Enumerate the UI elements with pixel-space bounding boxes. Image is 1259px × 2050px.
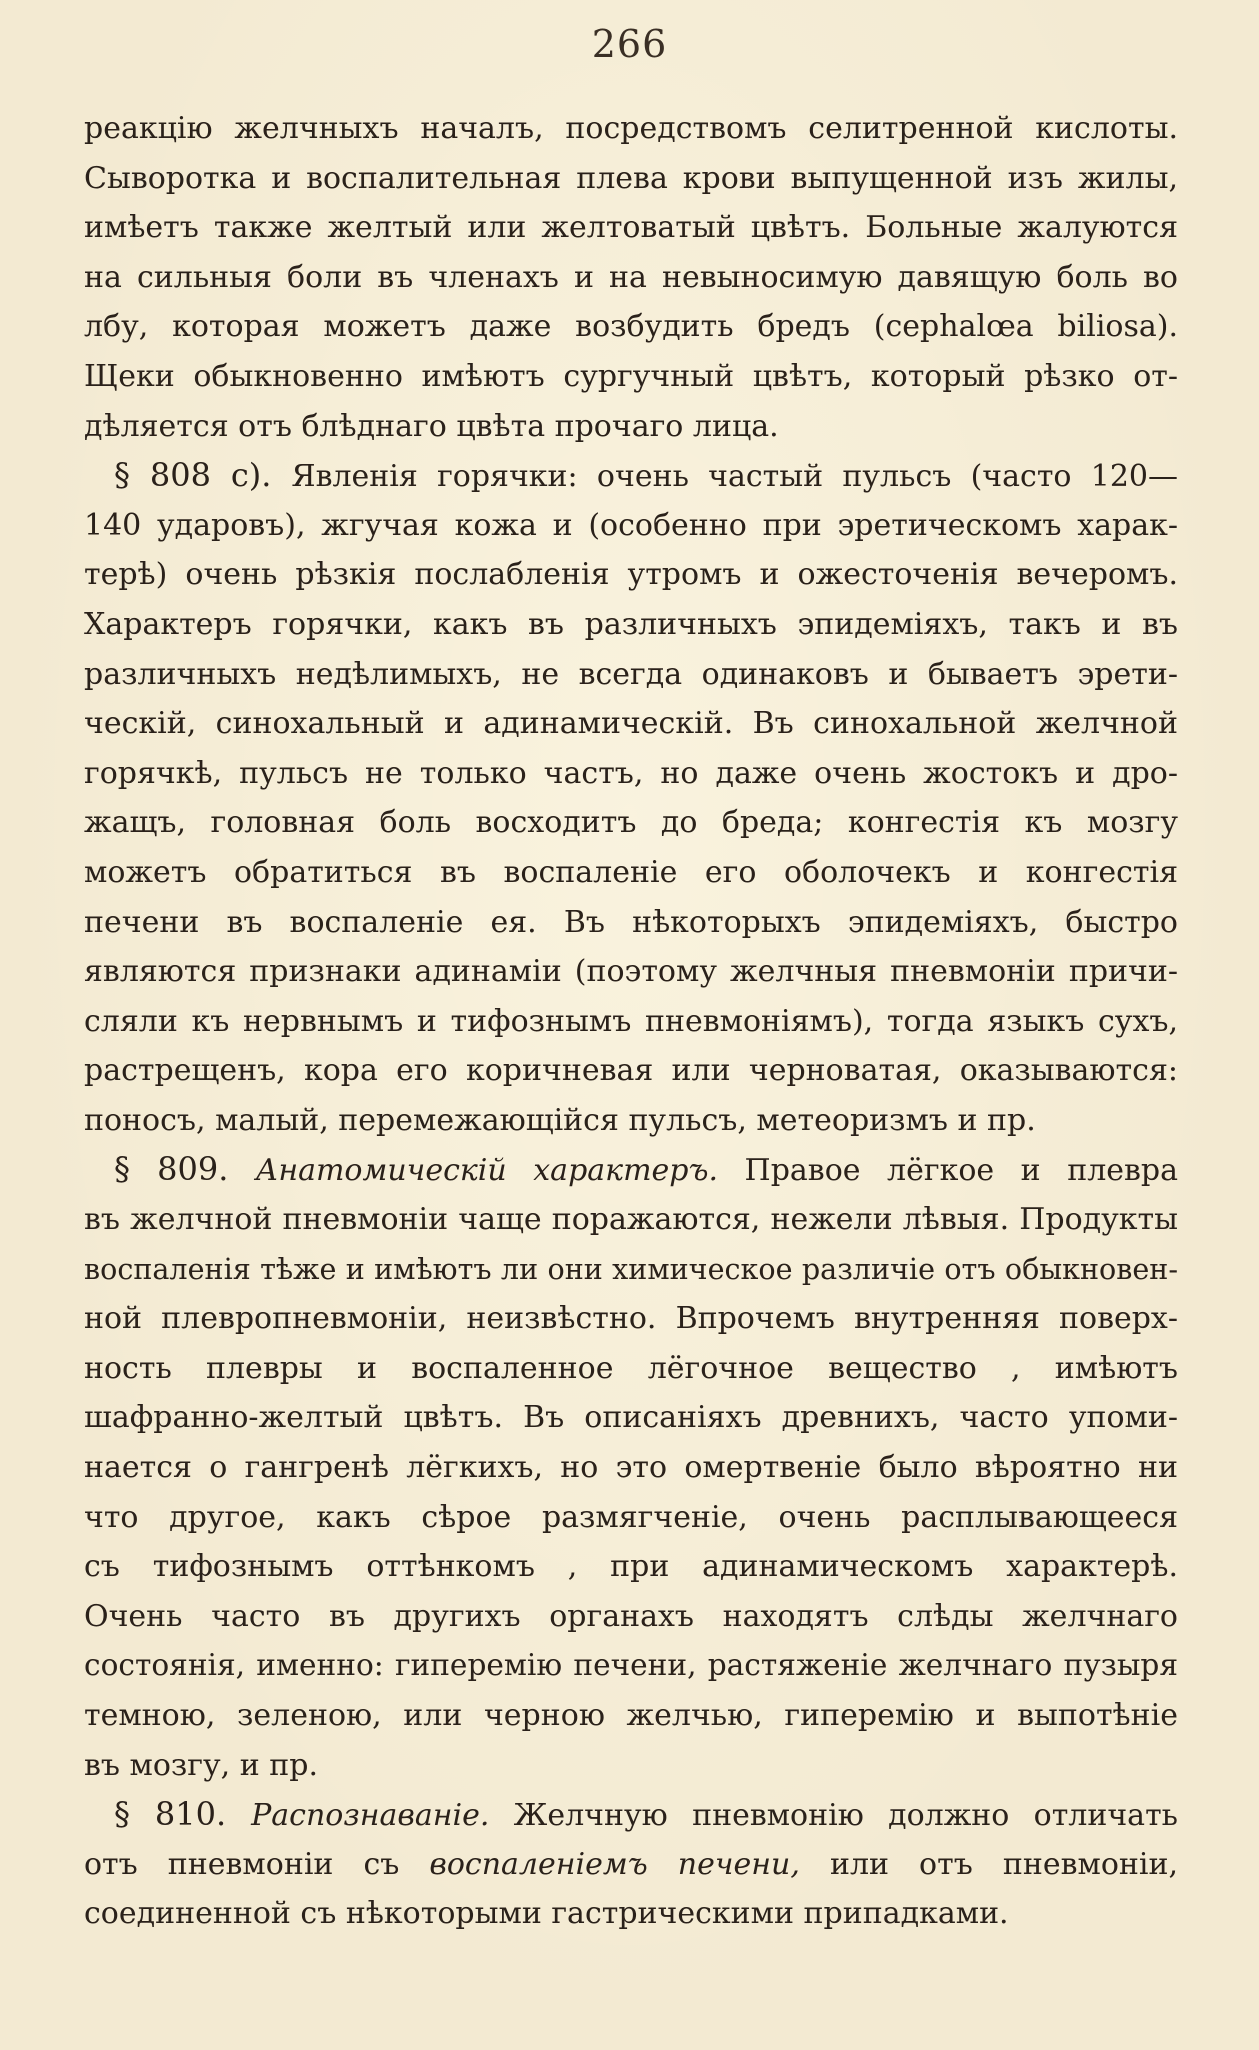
text-line: съ тифознымъ оттѣнкомъ , при адинамическомъ характерѣ. xyxy=(84,1549,1178,1585)
section-810-heading-line xyxy=(84,1790,1178,1840)
text-line: можетъ обратиться въ воспаленіе его оболочекъ и конгестія xyxy=(84,854,1178,890)
section-809-heading-line xyxy=(84,1145,1178,1195)
section-title: Анатомическій характеръ. xyxy=(255,1153,719,1189)
text-run: Желчную пневмонію должно отличать xyxy=(489,1798,1178,1834)
section-808-heading-line xyxy=(84,451,1178,501)
section-number: § 810. xyxy=(114,1795,252,1834)
text-line: воспаленія тѣже и имѣютъ ли они химическое различіе отъ обыкновен- xyxy=(84,1251,1178,1286)
text-line: нается о гангренѣ лёгкихъ, но это омертвеніе было вѣроятно ни xyxy=(84,1450,1178,1486)
text-line: на сильныя боли въ членахъ и на невыносимую давящую боль во xyxy=(84,259,1178,295)
text-line: Очень часто въ другихъ органахъ находятъ слѣды желчнаго xyxy=(84,1598,1178,1634)
text-line: поносъ, малый, перемежающійся пульсъ, метеоризмъ и пр. xyxy=(84,1102,1036,1138)
text-line: ческій, синохальный и адинамическій. Въ синохальной желчной xyxy=(84,706,1178,742)
text-line: лбу, которая можетъ даже возбудить бредъ (cephalœa biliosa). xyxy=(84,309,1178,345)
section-number: § 809. xyxy=(114,1150,256,1189)
text-run: отъ пневмоніи съ xyxy=(84,1846,430,1882)
text-line: жащъ, головная боль восходитъ до бреда; конгестія къ мозгу xyxy=(84,805,1178,841)
text-line: печени въ воспаленіе ея. Въ нѣкоторыхъ эпидеміяхъ, быстро xyxy=(84,904,1178,940)
text-line: ность плевры и воспаленное лёгочное вещество , имѣютъ xyxy=(84,1350,1178,1386)
text-line: являются признаки адинаміи (поэтому желчныя пневмоніи причи- xyxy=(84,954,1178,990)
text-line: имѣетъ также желтый или желтоватый цвѣтъ. Больные жалуются xyxy=(84,210,1178,246)
text-run: Явленія горячки: очень частый пульсъ (часто 120— xyxy=(291,459,1178,495)
text-line: темною, зеленою, или черною желчью, гиперемію и выпотѣніе xyxy=(84,1698,1178,1733)
text-line: Щеки обыкновенно имѣютъ сургучный цвѣтъ, который рѣзко от- xyxy=(84,358,1178,394)
section-number: § 808 с). xyxy=(114,456,292,495)
text-line: Сыворотка и воспалительная плева крови выпущенной изъ жилы, xyxy=(84,160,1178,196)
text-line: 140 ударовъ), жгучая кожа и (особенно при эретическомъ харак- xyxy=(84,507,1178,543)
text-line: дѣляется отъ блѣднаго цвѣта прочаго лица. xyxy=(84,408,779,444)
text-line: терѣ) очень рѣзкія послабленія утромъ и ожесточенія вечеромъ. xyxy=(84,557,1178,593)
text-line: различныхъ недѣлимыхъ, не всегда одинаковъ и бываетъ эрети- xyxy=(84,656,1178,692)
text-line xyxy=(84,1840,1178,1890)
text-line: сляли къ нервнымъ и тифознымъ пневмоніямъ), тогда языкъ сухъ, xyxy=(84,1003,1178,1039)
text-run: или отъ пневмоніи, xyxy=(799,1846,1178,1882)
text-line: Характеръ горячки, какъ въ различныхъ эпидеміяхъ, такъ и въ xyxy=(84,606,1178,642)
text-line: въ желчной пневмоніи чаще поражаются, нежели лѣвыя. Продукты xyxy=(84,1202,1178,1238)
text-line: соединенной съ нѣкоторыми гастрическими припадками. xyxy=(84,1896,1009,1932)
text-line: горячкѣ, пульсъ не только частъ, но даже очень жостокъ и дро- xyxy=(84,755,1178,791)
text-line: растрещенъ, кора его коричневая или черноватая, оказываются: xyxy=(84,1053,1178,1089)
text-line: что другое, какъ сѣрое размягченіе, очень расплывающееся xyxy=(84,1499,1178,1535)
text-line: ной плевропневмоніи, неизвѣстно. Впрочемъ внутренняя поверх- xyxy=(84,1301,1178,1337)
text-line: состоянія, именно: гиперемію печени, растяженіе желчнаго пузыря xyxy=(84,1648,1178,1683)
emphasis-text: воспаленіемъ печени, xyxy=(429,1846,800,1882)
section-title: Распознаваніе. xyxy=(251,1798,490,1834)
page-number: 266 xyxy=(591,22,668,66)
text-run: Правое лёгкое и плевра xyxy=(718,1153,1178,1189)
text-line: шафранно-желтый цвѣтъ. Въ описаніяхъ древнихъ, часто упоми- xyxy=(84,1400,1178,1436)
text-line: въ мозгу, и пр. xyxy=(84,1747,318,1783)
body-text xyxy=(84,104,1178,1939)
text-line: реакцію желчныхъ началъ, посредствомъ селитренной кислоты. xyxy=(84,111,1178,146)
